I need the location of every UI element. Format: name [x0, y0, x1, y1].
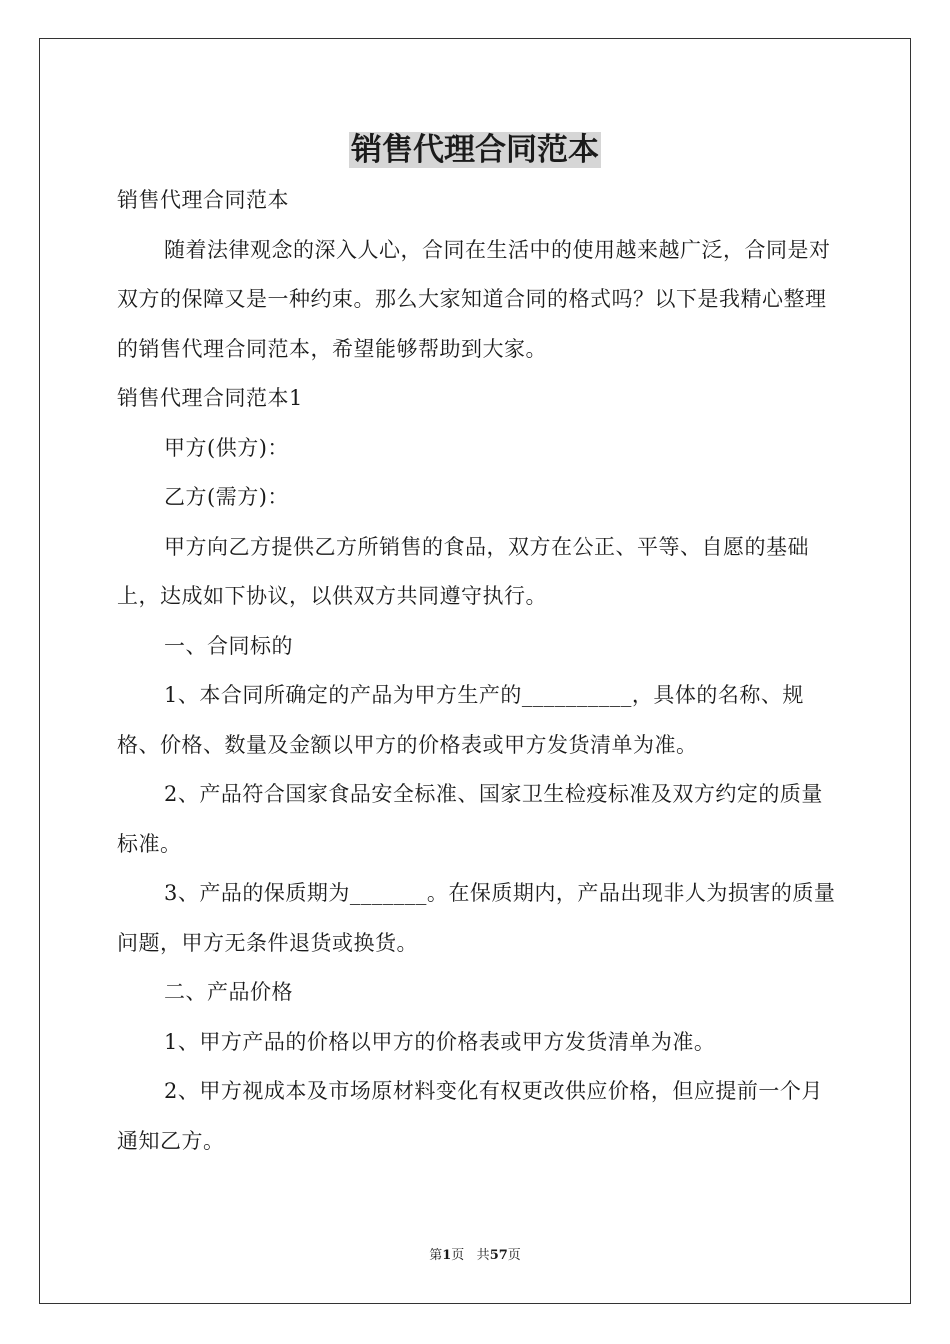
footer-total-suffix: 页: [507, 1248, 521, 1263]
paragraph: 一、合同标的: [164, 633, 293, 658]
paragraph: 甲方向乙方提供乙方所销售的食品，双方在公正、平等、自愿的基础上，达成如下协议，以供双方共同遵守执行。: [117, 534, 809, 608]
page-footer: [0, 1247, 950, 1265]
paragraph: 随着法律观念的深入人心，合同在生活中的使用越来越广泛，合同是对双方的保障又是一种约束。那么大家知道合同的格式吗？以下是我精心整理的销售代理合同范本，希望能够帮助到大家。: [117, 237, 831, 361]
paragraph: 2、甲方视成本及市场原材料变化有权更改供应价格，但应提前一个月通知乙方。: [117, 1079, 823, 1153]
paragraph: 二、产品价格: [164, 980, 293, 1004]
paragraph: 1、甲方产品的价格以甲方的价格表或甲方发货清单为准。: [164, 1029, 716, 1054]
paragraph: 2、产品符合国家食品安全标准、国家卫生检疫标准及双方约定的质量标准。: [117, 782, 823, 856]
footer-page-prefix: 第: [429, 1248, 443, 1263]
document-body: [117, 176, 837, 1166]
footer-page-suffix: 页: [451, 1248, 465, 1263]
document-title: [0, 128, 950, 172]
paragraph: 销售代理合同范本: [117, 188, 289, 212]
footer-total-pages: 57: [489, 1248, 508, 1263]
footer-total-prefix: 共: [476, 1248, 490, 1263]
paragraph: 销售代理合同范本1: [117, 386, 303, 410]
document-title-text: 销售代理合同范本: [351, 132, 599, 168]
footer-page-number: 1: [442, 1248, 452, 1263]
paragraph: 1、本合同所确定的产品为甲方生产的__________，具体的名称、规格、价格、数量及金额以甲方的价格表或甲方发货清单为准。: [117, 683, 804, 757]
paragraph: 3、产品的保质期为_______。在保质期内，产品出现非人为损害的质量问题，甲方无条件退货或换货。: [117, 881, 836, 955]
paragraph: 甲方(供方)：: [164, 435, 289, 460]
paragraph: 乙方(需方)：: [164, 485, 289, 509]
